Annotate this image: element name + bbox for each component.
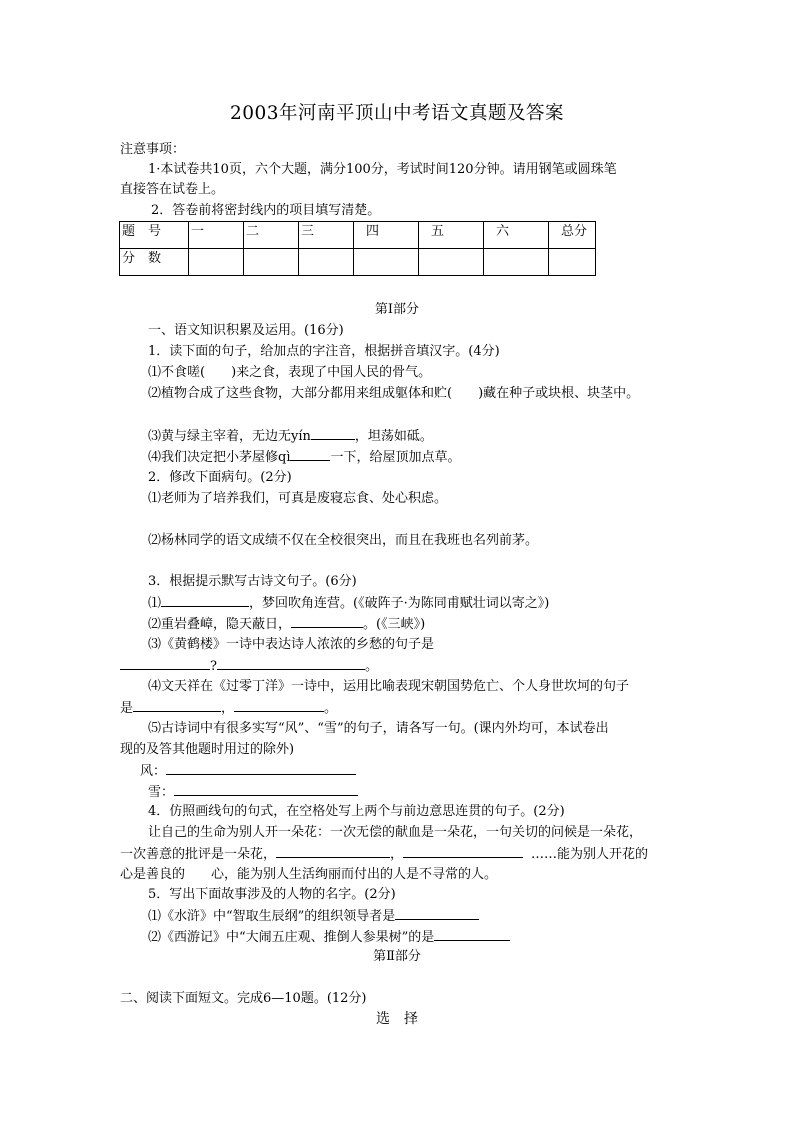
score-table — [119, 221, 596, 276]
question-3-3-end: 。 — [364, 659, 378, 674]
question-2: 2．修改下面病句。(2分) — [148, 470, 292, 485]
passage-title: 选 择 — [376, 1011, 418, 1027]
score-input-6[interactable] — [484, 249, 549, 276]
score-row-label: 分 数 — [120, 249, 189, 276]
answer-blank-snow[interactable] — [174, 783, 358, 796]
score-cell-4: 四 — [354, 222, 419, 249]
question-4-line-2-tail: ……能为别人开花的 — [531, 847, 649, 862]
score-input-3[interactable] — [299, 249, 354, 276]
question-5-1 — [148, 907, 479, 926]
score-input-2[interactable] — [244, 249, 299, 276]
question-3-2-text: ⑵重岩叠嶂，隐天蔽日， — [148, 617, 292, 632]
score-table-header-row — [120, 222, 596, 249]
question-4: 4．仿照画线句的句式，在空格处写上两个与前边意思连贯的句子。(2分) — [148, 804, 565, 819]
question-4-line-2 — [120, 845, 648, 864]
score-cell-6: 六 — [484, 222, 549, 249]
question-1-3-tail: ，坦荡如砥。 — [354, 429, 433, 444]
question-2-2: ⑵杨林同学的语文成绩不仅在全校很突出，而且在我班也名列前茅。 — [148, 533, 539, 548]
question-4-sep: ， — [390, 847, 404, 862]
question-3-2 — [148, 615, 425, 634]
question-1-4 — [148, 448, 461, 467]
question-5: 5．写出下面故事涉及的人物的名字。(2分) — [148, 887, 396, 902]
score-input-5[interactable] — [419, 249, 484, 276]
question-4-line-3: 心是善良的 心，能为别人生活绚丽而付出的人是不寻常的人。 — [120, 867, 498, 882]
section2-heading: 二、阅读下面短文。完成6—10题。(12分) — [120, 991, 367, 1006]
answer-blank-1-3[interactable] — [311, 427, 355, 440]
score-table-score-row — [120, 249, 596, 276]
notice-heading: 注意事项： — [120, 142, 186, 157]
page-title: 2003年河南平顶山中考语文真题及答案 — [229, 103, 565, 124]
question-3-2-tail: 。(《三峡》) — [363, 617, 426, 632]
answer-blank-5-1[interactable] — [395, 907, 479, 920]
question-5-2-text: ⑵《西游记》中“大闹五庄观、推倒人参果树”的是 — [148, 930, 435, 945]
question-3-1-prefix: ⑴ — [148, 596, 162, 611]
answer-blank-wind[interactable] — [166, 762, 356, 775]
question-5-2 — [148, 928, 510, 947]
score-cell-3: 三 — [299, 222, 354, 249]
score-cell-5: 五 — [419, 222, 484, 249]
question-3-3-mid: ? — [210, 659, 217, 674]
score-input-total[interactable] — [549, 249, 596, 276]
score-cell-1: 一 — [189, 222, 244, 249]
question-2-1: ⑴老师为了培养我们，可真是废寝忘食、处心积虑。 — [148, 491, 448, 506]
wind-line — [140, 762, 356, 781]
question-4-line-2-text: 一次善意的批评是一朵花， — [120, 847, 277, 862]
notice-item-2: 2．答卷前将密封线内的项目填写清楚。 — [151, 203, 381, 218]
question-1-4-tail: 一下，给屋顶加点草。 — [330, 450, 461, 465]
part2-heading: 第Ⅱ部分 — [373, 949, 421, 964]
section1-heading: 一、语文知识积累及运用。(16分) — [148, 323, 344, 338]
answer-blank-3-1[interactable] — [161, 594, 249, 607]
question-3-3: ⑶《黄鹤楼》一诗中表达诗人浓浓的乡愁的句子是 — [148, 637, 435, 652]
score-cell-total: 总分 — [549, 222, 596, 249]
answer-blank-3-4b[interactable] — [234, 699, 324, 712]
question-3-3-answers — [120, 657, 378, 676]
question-3-4: ⑷文天祥在《过零丁洋》一诗中，运用比喻表现宋朝国势危亡、个人身世坎坷的句子 — [148, 679, 630, 694]
wind-label: 风： — [140, 764, 167, 779]
answer-blank-4b[interactable] — [403, 845, 523, 858]
question-1: 1．读下面的句子，给加点的字注音，根据拼音填汉字。(4分) — [148, 344, 500, 359]
question-4-line-1: 让自己的生命为别人开一朵花：一次无偿的献血是一朵花，一句关切的问候是一朵花， — [148, 825, 643, 840]
score-cell-label: 题 号 — [120, 222, 189, 249]
question-1-2: ⑵植物合成了这些食物，大部分都用来组成躯体和贮( )藏在种子或块根、块茎中。 — [148, 386, 640, 401]
question-1-4-text: ⑷我们决定把小茅屋修qì — [148, 450, 291, 465]
question-3-1-tail: ，梦回吹角连营。(《破阵子·为陈同甫赋壮词以寄之》) — [249, 596, 550, 611]
part1-heading: 第Ⅰ部分 — [374, 302, 420, 317]
notice-item-1-cont: 直接答在试卷上。 — [120, 182, 225, 197]
answer-blank-1-4[interactable] — [290, 448, 330, 461]
score-input-1[interactable] — [189, 249, 244, 276]
question-5-1-text: ⑴《水浒》中“智取生辰纲”的组织领导者是 — [148, 909, 396, 924]
question-3-1 — [148, 594, 549, 613]
score-cell-2: 二 — [244, 222, 299, 249]
question-1-3 — [148, 427, 433, 446]
answer-blank-3-2[interactable] — [291, 615, 363, 628]
snow-line — [148, 783, 358, 802]
snow-label: 雪： — [148, 785, 175, 800]
question-1-3-text: ⑶黄与绿主宰着，无边无yín — [148, 429, 311, 444]
notice-item-1: 1·本试卷共10页，六个大题，满分100分，考试时间120分钟。请用钢笔或圆珠笔 — [148, 162, 617, 177]
question-3: 3．根据提示默写古诗文句子。(6分) — [148, 574, 357, 589]
question-3-4-answers — [120, 699, 337, 718]
question-3-4-end: 。 — [324, 701, 338, 716]
answer-blank-3-4a[interactable] — [133, 699, 221, 712]
answer-blank-3-3b[interactable] — [217, 657, 365, 670]
question-3-4-sep: ， — [221, 701, 235, 716]
question-3-4-prefix: 是 — [120, 701, 134, 716]
question-3-5-cont: 现的及答其他题时用过的除外) — [120, 742, 295, 757]
score-input-4[interactable] — [354, 249, 419, 276]
question-3-5: ⑸古诗词中有很多实写“风”、“雪”的句子，请各写一句。(课内外均可，本试卷出 — [148, 721, 609, 736]
question-1-1: ⑴不食嗟( )来之食，表现了中国人民的骨气。 — [148, 365, 432, 380]
answer-blank-3-3a[interactable] — [120, 657, 210, 670]
answer-blank-5-2[interactable] — [434, 928, 510, 941]
answer-blank-4a[interactable] — [276, 845, 390, 858]
